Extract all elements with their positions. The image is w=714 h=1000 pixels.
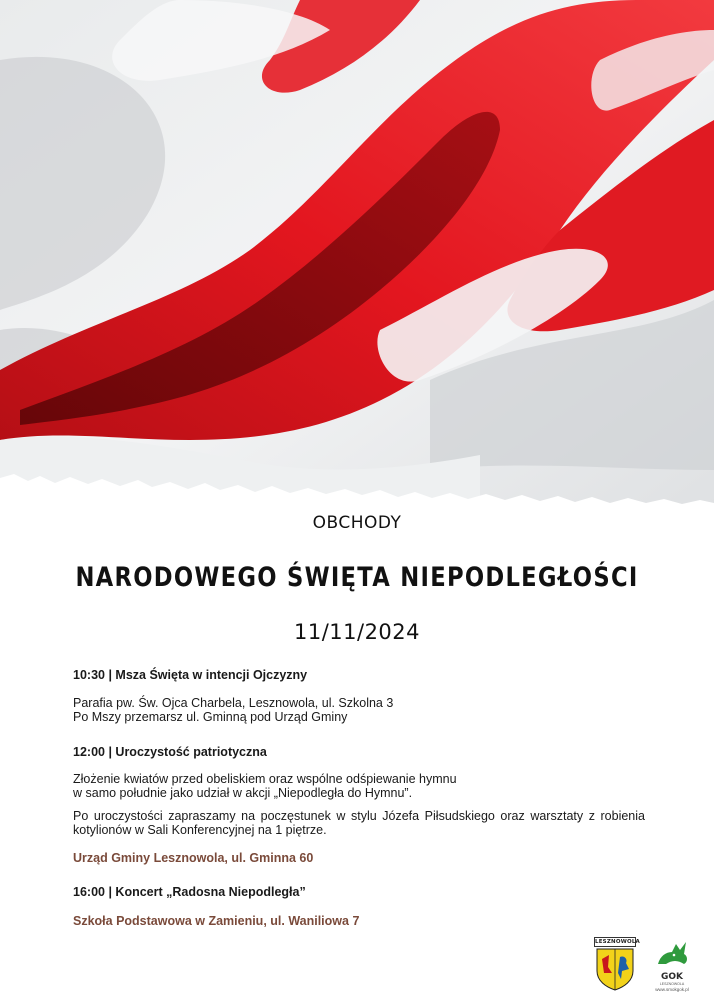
lesznowola-logo-text: LESZNOWOLA	[595, 939, 640, 945]
overline: OBCHODY	[312, 513, 402, 533]
gok-logo-subtext: LESZNOWOLA	[659, 982, 685, 986]
event-1-text: Parafia pw. Św. Ojca Charbela, Lesznowola, ul. Szkolna 3 Po Mszy przemarsz ul. Gminną pod Urząd Gminy	[73, 696, 394, 724]
page-title: NARODOWEGO ŚWIĘTA NIEPODLEGŁOŚCI	[75, 562, 639, 593]
event-1-heading: 10:30 | Msza Święta w intencji Ojczyzny	[73, 668, 308, 682]
event-3-heading: 16:00 | Koncert „Radosna Niepodległa”	[73, 885, 306, 899]
gok-url: www.smokgok.pl	[655, 987, 689, 992]
coat-of-arms-icon	[594, 947, 636, 991]
event-2-text-2: Po uroczystości zapraszamy na poczęstunek w stylu Józefa Piłsudskiego oraz warsztaty z robienia kotylionów w Sali Konferencyjnej na 1 piętrze.	[73, 809, 645, 837]
event-date: 11/11/2024	[293, 620, 421, 644]
event-3-location: Szkoła Podstawowa w Zamieniu, ul. Waniliowa 7	[73, 914, 360, 928]
gok-logo	[650, 938, 694, 996]
dragon-icon	[652, 938, 692, 968]
gok-logo-text: GOK	[660, 972, 683, 982]
event-2-location: Urząd Gminy Lesznowola, ul. Gminna 60	[73, 851, 314, 865]
lesznowola-logo	[594, 937, 640, 993]
event-2-text: Złożenie kwiatów przed obeliskiem oraz wspólne odśpiewanie hymnu w samo południe jako udział w akcji „Niepodległa do Hymnu”.	[73, 772, 457, 800]
event-2-heading: 12:00 | Uroczystość patriotyczna	[73, 745, 267, 759]
